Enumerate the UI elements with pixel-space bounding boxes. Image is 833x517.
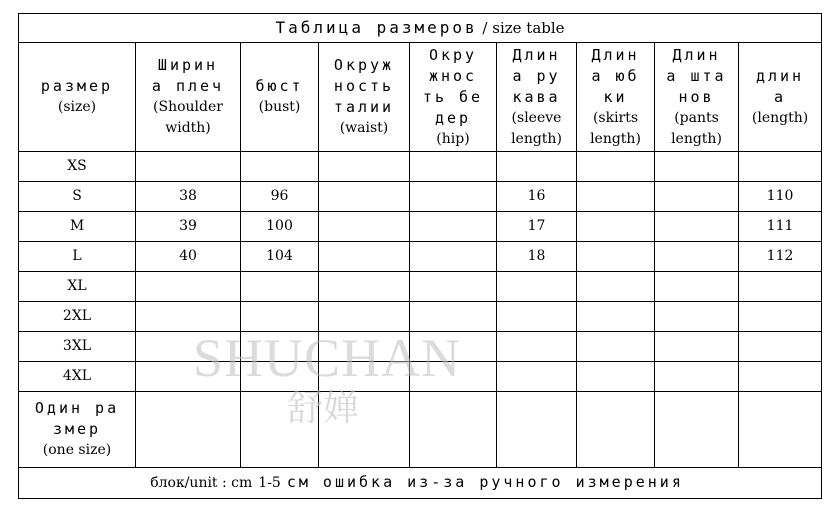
table-cell — [577, 212, 655, 242]
table-row — [19, 242, 822, 272]
column-header — [241, 43, 319, 152]
table-cell — [577, 182, 655, 212]
table-cell: 104 — [241, 242, 319, 272]
column-header — [410, 43, 497, 152]
column-header — [655, 43, 739, 152]
table-cell — [410, 362, 497, 392]
footer-unit: блок/unit : cm — [150, 475, 253, 491]
table-cell — [319, 212, 410, 242]
table-row — [19, 332, 822, 362]
table-cell — [241, 332, 319, 362]
table-cell — [577, 302, 655, 332]
header-ru-line: Окру — [428, 45, 478, 64]
header-ru-line: талии — [333, 98, 395, 116]
header-ru-line: кава — [512, 87, 561, 106]
size-table — [18, 13, 822, 499]
table-cell — [410, 272, 497, 302]
table-cell: 16 — [497, 182, 577, 212]
table-cell: 17 — [497, 212, 577, 242]
header-ru-line: Длин — [512, 45, 561, 64]
table-cell — [655, 272, 739, 302]
table-cell — [655, 212, 739, 242]
table-footer — [19, 468, 822, 499]
header-ru-line: длин — [755, 66, 805, 85]
table-title-en: / size table — [482, 19, 565, 37]
table-cell — [410, 332, 497, 362]
table-cell — [739, 272, 822, 302]
table-cell — [577, 392, 655, 468]
header-ru-line: ки — [603, 87, 628, 106]
header-ru-line: Длин — [672, 45, 721, 64]
table-cell: 112 — [739, 242, 822, 272]
footer-note — [19, 468, 822, 499]
table-cell — [410, 302, 497, 332]
table-title-ru: Таблица размеров — [275, 18, 478, 37]
table-cell: 18 — [497, 242, 577, 272]
header-ru-line: нов — [678, 87, 715, 106]
table-cell — [136, 392, 241, 468]
table-cell — [497, 272, 577, 302]
table-cell: 100 — [241, 212, 319, 242]
size-label: S — [19, 182, 136, 212]
header-ru-line: ность — [333, 77, 395, 95]
table-row — [19, 212, 822, 242]
table-cell: 39 — [136, 212, 241, 242]
header-ru-line: Ширин — [157, 56, 219, 74]
table-row — [19, 302, 822, 332]
table-row-one-size — [19, 392, 822, 468]
header-ru-line: ть бе — [422, 87, 484, 106]
table-cell — [136, 152, 241, 182]
footer-range: 1-5 — [258, 475, 281, 491]
header-en-line: length) — [511, 130, 562, 147]
table-cell — [655, 152, 739, 182]
header-en-line: (length) — [751, 109, 809, 126]
table-cell: 96 — [241, 182, 319, 212]
one-size-ru-line: Один ра — [34, 399, 120, 417]
table-cell — [410, 392, 497, 468]
table-cell — [577, 272, 655, 302]
header-en-line: (sleeve — [511, 109, 562, 126]
table-cell — [319, 302, 410, 332]
table-cell: 38 — [136, 182, 241, 212]
column-header — [136, 43, 241, 152]
footer-note-ru: см ошибка из-за ручного измерения — [286, 473, 684, 491]
size-label: 2XL — [19, 302, 136, 332]
header-ru-line: жнос — [428, 66, 478, 85]
column-header — [739, 43, 822, 152]
table-cell: 40 — [136, 242, 241, 272]
table-cell: 110 — [739, 182, 822, 212]
header-en-line: width) — [165, 120, 211, 136]
header-en-line: (skirts — [592, 109, 639, 126]
table-cell — [739, 332, 822, 362]
table-cell — [655, 332, 739, 362]
table-cell — [319, 242, 410, 272]
table-cell — [410, 212, 497, 242]
header-ru-line: а — [774, 87, 787, 106]
table-cell — [655, 392, 739, 468]
size-label: XS — [19, 152, 136, 182]
table-cell — [497, 152, 577, 182]
header-en-line: length) — [590, 130, 641, 147]
header-ru-line: Окруж — [333, 56, 395, 74]
header-en-line: length) — [671, 130, 722, 147]
header-ru-line: а ру — [512, 66, 561, 85]
header-ru-line: а шта — [666, 66, 727, 85]
header-en-line: (size) — [57, 99, 97, 115]
table-cell — [577, 362, 655, 392]
header-ru-line: бюст — [255, 77, 304, 95]
column-header — [577, 43, 655, 152]
table-cell — [136, 302, 241, 332]
table-row — [19, 362, 822, 392]
watermark-logo: 舒婵 — [287, 388, 360, 429]
table-cell — [319, 272, 410, 302]
table-cell — [241, 392, 319, 468]
table-cell: 111 — [739, 212, 822, 242]
table-cell — [319, 152, 410, 182]
table-cell — [319, 362, 410, 392]
column-header — [497, 43, 577, 152]
watermark-text: SHUCHAN — [193, 328, 462, 388]
table-cell — [136, 332, 241, 362]
one-size-ru-line: змер — [52, 420, 102, 438]
size-chart — [18, 13, 821, 503]
table-row — [19, 152, 822, 182]
table-cell — [319, 332, 410, 362]
header-en-line: (Shoulder — [153, 99, 223, 115]
header-ru-line: Длин — [591, 45, 640, 64]
size-label: M — [19, 212, 136, 242]
table-cell — [410, 242, 497, 272]
table-cell — [241, 362, 319, 392]
size-label: 3XL — [19, 332, 136, 362]
table-cell — [241, 302, 319, 332]
table-cell — [410, 182, 497, 212]
table-cell — [410, 152, 497, 182]
table-cell — [655, 362, 739, 392]
one-size-label — [19, 392, 136, 468]
table-cell — [577, 332, 655, 362]
table-cell — [241, 272, 319, 302]
header-en-line: (hip) — [436, 130, 470, 147]
table-cell — [655, 242, 739, 272]
table-cell — [497, 392, 577, 468]
column-header — [19, 43, 136, 152]
table-cell — [497, 362, 577, 392]
table-cell — [319, 392, 410, 468]
table-cell — [497, 302, 577, 332]
table-cell — [655, 182, 739, 212]
table-cell — [241, 152, 319, 182]
header-ru-line: а юб — [591, 66, 640, 85]
size-label: L — [19, 242, 136, 272]
header-ru-line: размер — [40, 77, 114, 95]
header-en-line: (pants — [674, 109, 719, 126]
table-cell — [319, 182, 410, 212]
table-cell — [739, 392, 822, 468]
size-label: 4XL — [19, 362, 136, 392]
size-label: XL — [19, 272, 136, 302]
table-cell — [739, 152, 822, 182]
table-cell — [577, 242, 655, 272]
table-cell — [655, 302, 739, 332]
table-cell — [739, 302, 822, 332]
table-cell — [739, 362, 822, 392]
table-row — [19, 182, 822, 212]
one-size-en: (one size) — [42, 442, 112, 458]
header-en-line: (bust) — [258, 99, 301, 115]
table-cell — [136, 272, 241, 302]
column-header — [319, 43, 410, 152]
table-cell — [577, 152, 655, 182]
table-title — [19, 14, 822, 43]
header-en-line: (waist) — [339, 120, 389, 136]
table-cell — [136, 362, 241, 392]
table-cell — [497, 332, 577, 362]
header-ru-line: а плеч — [151, 77, 225, 95]
table-row — [19, 272, 822, 302]
header-ru-line: дер — [434, 108, 472, 127]
